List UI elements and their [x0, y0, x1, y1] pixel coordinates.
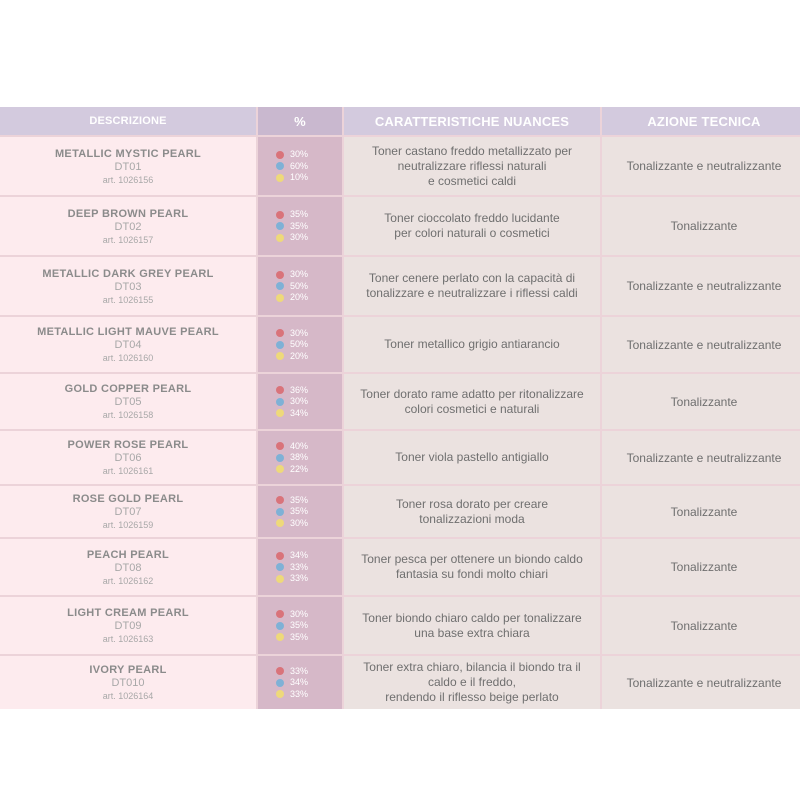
percent-value: 35% — [290, 220, 309, 231]
percent-value: 34% — [290, 407, 309, 418]
red-dot-icon — [276, 610, 284, 618]
article-number: art. 1026161 — [102, 466, 154, 476]
red-dot-icon — [276, 329, 284, 337]
percent-value: 34% — [290, 550, 309, 560]
yellow-dot-icon — [276, 519, 284, 527]
percent-value: 33% — [290, 665, 309, 676]
yellow-dot-icon — [276, 465, 284, 473]
product-name: GOLD COPPER PEARL — [64, 383, 192, 395]
percent-row — [276, 209, 308, 221]
percent-row — [276, 172, 308, 184]
percent-row — [276, 232, 308, 244]
product-code: DT09 — [114, 620, 142, 632]
product-name: LIGHT CREAM PEARL — [67, 607, 189, 619]
product-name: ROSE GOLD PEARL — [72, 493, 184, 505]
percent-value: 20% — [290, 350, 309, 361]
nuance-description: Toner metallico grigio antiarancio — [344, 317, 600, 372]
percent-row — [276, 149, 308, 161]
percent-row — [276, 620, 308, 632]
product-table — [0, 107, 800, 709]
product-code: DT01 — [114, 160, 142, 173]
product-name: METALLIC LIGHT MAUVE PEARL — [37, 326, 219, 338]
description-cell — [0, 317, 256, 372]
nuance-description: Toner biondo chiaro caldo per tonalizzare una base extra chiara — [344, 597, 600, 654]
percent-row — [276, 220, 308, 232]
percent-row — [276, 494, 308, 506]
description-cell — [0, 137, 256, 195]
yellow-dot-icon — [276, 690, 284, 698]
product-code: DT03 — [114, 280, 142, 293]
red-dot-icon — [276, 552, 284, 560]
percent-row — [276, 339, 308, 351]
description-cell — [0, 597, 256, 654]
nuance-description: Toner cioccolato freddo lucidante per colori naturali o cosmetici — [344, 197, 600, 255]
technical-action: Tonalizzante e neutralizzante — [602, 137, 800, 195]
percent-cell — [258, 656, 342, 709]
yellow-dot-icon — [276, 234, 284, 242]
blue-dot-icon — [276, 398, 284, 406]
article-number: art. 1026163 — [102, 634, 154, 644]
yellow-dot-icon — [276, 352, 284, 360]
percent-row — [276, 384, 308, 396]
article-number: art. 1026164 — [102, 691, 154, 701]
header-percent: % — [258, 107, 342, 135]
product-code: DT08 — [114, 561, 142, 574]
percent-value: 30% — [290, 517, 309, 528]
product-name: METALLIC DARK GREY PEARL — [42, 267, 214, 280]
blue-dot-icon — [276, 282, 284, 290]
percent-row — [276, 688, 308, 700]
article-number: art. 1026155 — [102, 294, 154, 305]
percent-value: 50% — [290, 280, 309, 291]
red-dot-icon — [276, 496, 284, 504]
percent-row — [276, 160, 308, 172]
red-dot-icon — [276, 442, 284, 450]
percent-row — [276, 452, 308, 464]
percent-value: 22% — [290, 463, 309, 474]
yellow-dot-icon — [276, 575, 284, 583]
blue-dot-icon — [276, 563, 284, 571]
percent-value: 20% — [290, 292, 309, 302]
blue-dot-icon — [276, 508, 284, 516]
header-azione: AZIONE TECNICA — [602, 107, 800, 135]
percent-value: 30% — [290, 269, 309, 279]
description-cell — [0, 197, 256, 255]
product-name: METALLIC MYSTIC PEARL — [54, 147, 202, 160]
percent-value: 30% — [290, 608, 309, 619]
nuance-description: Toner dorato rame adatto per ritonalizzare colori cosmetici e naturali — [344, 374, 600, 429]
product-code: DT04 — [114, 339, 142, 351]
product-name: PEACH PEARL — [86, 548, 170, 561]
blue-dot-icon — [276, 622, 284, 630]
product-code: DT02 — [114, 220, 142, 233]
percent-row — [276, 396, 308, 408]
header-nuances: CARATTERISTICHE NUANCES — [344, 107, 600, 135]
percent-row — [276, 550, 308, 562]
nuance-description: Toner cenere perlato con la capacità di tonalizzare e neutralizzare i riflessi caldi — [344, 257, 600, 315]
percent-value: 34% — [290, 677, 309, 687]
description-cell — [0, 656, 256, 709]
red-dot-icon — [276, 211, 284, 219]
percent-row — [276, 561, 308, 573]
product-code: DT010 — [111, 677, 145, 689]
description-cell — [0, 257, 256, 315]
percent-value: 36% — [290, 384, 309, 395]
blue-dot-icon — [276, 162, 284, 170]
percent-row — [276, 517, 308, 529]
percent-cell — [258, 486, 342, 537]
percent-value: 35% — [290, 209, 309, 219]
header-descrizione: DESCRIZIONE — [0, 107, 256, 135]
yellow-dot-icon — [276, 294, 284, 302]
percent-row — [276, 350, 308, 362]
percent-row — [276, 280, 308, 292]
percent-value: 30% — [290, 396, 309, 406]
percent-value: 38% — [290, 452, 309, 462]
percent-value: 30% — [290, 327, 309, 338]
yellow-dot-icon — [276, 174, 284, 182]
percent-row — [276, 292, 308, 304]
percent-value: 10% — [290, 172, 309, 182]
product-code: DT05 — [114, 396, 142, 408]
percent-row — [276, 506, 308, 518]
percent-value: 40% — [290, 440, 309, 451]
technical-action: Tonalizzante — [602, 597, 800, 654]
nuance-description: Toner pesca per ottenere un biondo caldo fantasia su fondi molto chiari — [344, 539, 600, 595]
percent-row — [276, 269, 308, 281]
yellow-dot-icon — [276, 409, 284, 417]
percent-value: 50% — [290, 339, 309, 349]
percent-row — [276, 573, 308, 585]
red-dot-icon — [276, 151, 284, 159]
nuance-description: Toner castano freddo metallizzato per neutralizzare riflessi naturali e cosmetici caldi — [344, 137, 600, 195]
red-dot-icon — [276, 667, 284, 675]
technical-action: Tonalizzante — [602, 197, 800, 255]
red-dot-icon — [276, 271, 284, 279]
nuance-description: Toner extra chiaro, bilancia il biondo tra il caldo e il freddo, rendendo il riflesso beige perlato — [344, 656, 600, 709]
article-number: art. 1026156 — [102, 174, 154, 185]
percent-row — [276, 677, 308, 689]
percent-value: 35% — [290, 494, 309, 505]
percent-row — [276, 407, 308, 419]
percent-cell — [258, 597, 342, 654]
percent-value: 60% — [290, 160, 309, 171]
nuance-description: Toner rosa dorato per creare tonalizzazioni moda — [344, 486, 600, 537]
technical-action: Tonalizzante e neutralizzante — [602, 317, 800, 372]
percent-cell — [258, 539, 342, 595]
percent-cell — [258, 257, 342, 315]
article-number: art. 1026158 — [102, 410, 154, 420]
percent-value: 35% — [290, 631, 309, 642]
percent-value: 30% — [290, 232, 309, 242]
percent-value: 33% — [290, 573, 309, 583]
percent-row — [276, 665, 308, 677]
technical-action: Tonalizzante e neutralizzante — [602, 257, 800, 315]
yellow-dot-icon — [276, 633, 284, 641]
technical-action: Tonalizzante — [602, 486, 800, 537]
percent-cell — [258, 197, 342, 255]
product-code: DT07 — [114, 506, 142, 518]
description-cell — [0, 431, 256, 484]
product-code: DT06 — [114, 452, 142, 464]
percent-value: 30% — [290, 149, 309, 159]
percent-row — [276, 440, 308, 452]
percent-cell — [258, 137, 342, 195]
percent-cell — [258, 317, 342, 372]
blue-dot-icon — [276, 454, 284, 462]
percent-row — [276, 463, 308, 475]
percent-row — [276, 631, 308, 643]
article-number: art. 1026160 — [102, 353, 154, 363]
description-cell — [0, 539, 256, 595]
percent-row — [276, 608, 308, 620]
article-number: art. 1026162 — [102, 575, 154, 586]
technical-action: Tonalizzante — [602, 539, 800, 595]
percent-cell — [258, 431, 342, 484]
product-name: POWER ROSE PEARL — [67, 439, 189, 451]
percent-value: 35% — [290, 620, 309, 630]
blue-dot-icon — [276, 222, 284, 230]
percent-cell — [258, 374, 342, 429]
percent-value: 33% — [290, 688, 309, 699]
technical-action: Tonalizzante e neutralizzante — [602, 656, 800, 709]
percent-value: 35% — [290, 506, 309, 516]
product-name: IVORY PEARL — [89, 664, 167, 676]
red-dot-icon — [276, 386, 284, 394]
technical-action: Tonalizzante — [602, 374, 800, 429]
percent-row — [276, 327, 308, 339]
description-cell — [0, 374, 256, 429]
article-number: art. 1026157 — [102, 234, 154, 245]
blue-dot-icon — [276, 679, 284, 687]
blue-dot-icon — [276, 341, 284, 349]
percent-value: 33% — [290, 561, 309, 572]
product-name: DEEP BROWN PEARL — [67, 207, 189, 220]
technical-action: Tonalizzante e neutralizzante — [602, 431, 800, 484]
nuance-description: Toner viola pastello antigiallo — [344, 431, 600, 484]
article-number: art. 1026159 — [102, 520, 154, 530]
description-cell — [0, 486, 256, 537]
